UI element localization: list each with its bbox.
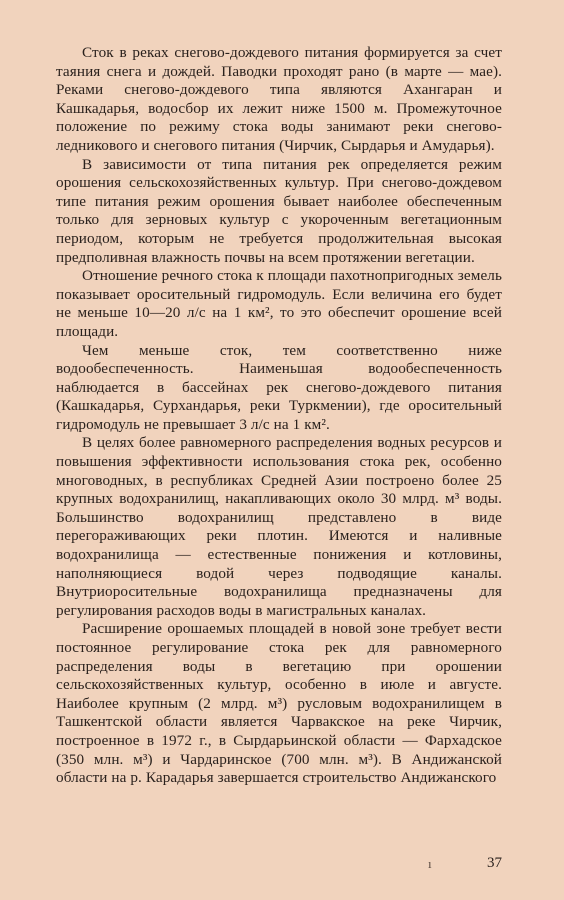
paragraph-reservoirs: В целях более равномерного распределения водных ресурсов и повышения эффективности использования стока рек, особенно многоводных, в республиках Средней Азии построено более 25 крупных водохранилищ, накапливающих около 30 млрд. м³ воды. Большинство водохранилищ представлено в виде перегораживающих реки плотин. Имеются и наливные водохранилища — естественные понижения и котловины, наполняющиеся водой через подводящие каналы. Внутриоросительные водохранилища предназначены для регулирования расходов воды в магистральных каналах. xyxy=(56,434,502,619)
paragraph-irrigation-regime: В зависимости от типа питания рек определяется режим орошения сельскохозяйственных культур. При снегово-дождевом типе питания режим орошения бывает наиболее обеспеченным только для зерновых культур с укороченным вегетационным периодом, которым не требуется продолжительная высокая предполивная влажность почвы на всем протяжении вегетации. xyxy=(56,155,502,266)
paragraph-hydromodule: Отношение речного стока к площади пахотнопригодных земель показывает оросительный гидромодуль. Если величина его будет не меньше 10—20 л/с на 1 км², то это обеспечит орошение всей площади. xyxy=(56,267,502,340)
paragraph-water-supply: Чем меньше сток, тем соответственно ниже водообеспеченность. Наименьшая водообеспеченность наблюдается в бассейнах рек снегово-дождевого питания (Кашкадарья, Сурхандарья, реки Туркмении), где оросительный гидромодуль не превышает 3 л/с на 1 км². xyxy=(56,341,502,433)
margin-mark: ı xyxy=(428,856,432,871)
paragraph-regulation: Расширение орошаемых площадей в новой зоне требует вести постоянное регулирование стока рек для равномерного распределения воды в вегетацию при орошении сельскохозяйственных культур, особенно в июле и августе. Наиболее крупным (2 млрд. м³) русловым водохранилищем в Ташкентской области является Чарвакское на реке Чирчик, построенное в 1972 г., в Сырдарьинской области — Фархадское (350 млн. м³) и Чардаринское (700 млн. м³). В Андижанской области на р. Карадарья завершается строительство Андижанского xyxy=(56,620,502,787)
page-number: 37 xyxy=(487,855,502,871)
paragraph-runoff-snow-rain: Сток в реках снегово-дождевого питания формируется за счет таяния снега и дождей. Паводки проходят рано (в марте — мае). Реками снегово-дождевого типа являются Ахангаран и Кашкадарья, водосбор их лежит ниже 1500 м. Промежуточное положение по режиму стока воды занимают реки снегово-ледникового и снегового питания (Чирчик, Сырдарья и Амударья). xyxy=(56,44,502,154)
